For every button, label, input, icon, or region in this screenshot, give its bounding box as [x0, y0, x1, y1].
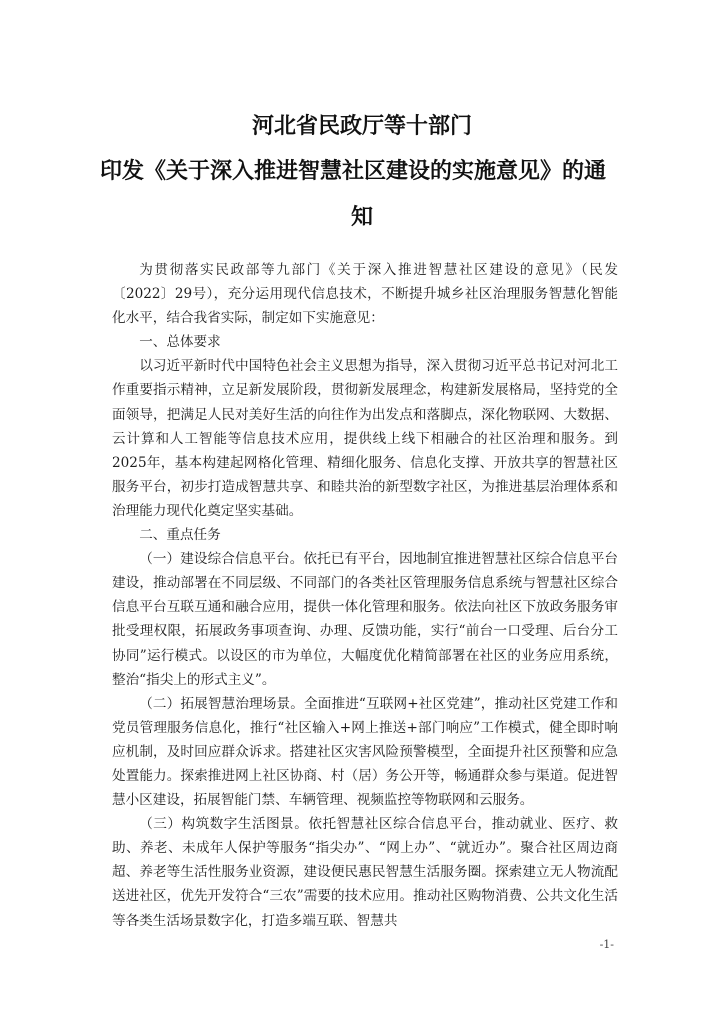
task-2-paragraph: （二）拓展智慧治理场景。全面推进“互联网+社区党建”，推动社区党建工作和党员管理服务信息化，推行“社区输入+网上推送+部门响应”工作模式，健全即时响应机制，及时回应群众诉求。搭建社区灾害风险预警模型，全面提升社区预警和应急处置能力。探索推进网上社区协商、村（居）务公开等，畅通群众参与渠道。促进智慧小区建设，拓展智能门禁、车辆管理、视频监控等物联网和云服务。: [112, 695, 618, 809]
page-number: -1-: [599, 938, 614, 951]
section-heading-key-tasks: 二、重点任务: [139, 527, 221, 544]
task-1-paragraph: （一）建设综合信息平台。依托已有平台，因地制宜推进智慧社区综合信息平台建设，推动部署在不同层级、不同部门的各类社区管理服务信息系统与智慧社区综合信息平台互联互通和融合应用，提供一体化管理和服务。依法向社区下放政务服务审批受理权限，拓展政务事项查询、办理、反馈功能，实行“前台一口受理、后台分工协同”运行模式。以设区的市为单位，大幅度优化精简部署在社区的业务应用系统，整治“指尖上的形式主义”。: [112, 551, 618, 688]
document-title-line-3: 知: [350, 205, 373, 230]
intro-paragraph: 为贯彻落实民政部等九部门《关于深入推进智慧社区建设的意见》（民发〔2022〕29号），充分运用现代信息技术，不断提升城乡社区治理服务智慧化智能化水平，结合我省实际，制定如下实施意见：: [112, 262, 618, 327]
document-body: [112, 258, 618, 933]
document-title-line-1: 河北省民政厅等十部门: [251, 114, 472, 139]
task-3-paragraph: （三）构筑数字生活图景。依托智慧社区综合信息平台，推动就业、医疗、救助、养老、未成年人保护等服务“指尖办”、“网上办”、“就近办”。聚合社区周边商超、养老等生活性服务业资源，建设便民惠民智慧生活服务圈。探索建立无人物流配送进社区，优先开发符合“三农”需要的技术应用。推动社区购物消费、公共文化生活等各类生活场景数字化，打造多端互联、智慧共: [112, 816, 618, 929]
section-heading-general-requirements: 一、总体要求: [139, 334, 221, 351]
general-requirements-paragraph: 以习近平新时代中国特色社会主义思想为指导，深入贯彻习近平总书记对河北工作重要指示精神，立足新发展阶段，贯彻新发展理念，构建新发展格局，坚持党的全面领导，把满足人民对美好生活的向往作为出发点和落脚点，深化物联网、大数据、云计算和人工智能等信息技术应用，提供线上线下相融合的社区治理和服务。到2025年，基本构建起网格化管理、精细化服务、信息化支撑、开放共享的智慧社区服务平台，初步打造成智慧共享、和睦共治的新型数字社区，为推进基层治理体系和治理能力现代化奠定坚实基础。: [112, 358, 618, 519]
document-title-line-2: 印发《关于深入推进智慧社区建设的实施意见》的通: [100, 159, 607, 184]
